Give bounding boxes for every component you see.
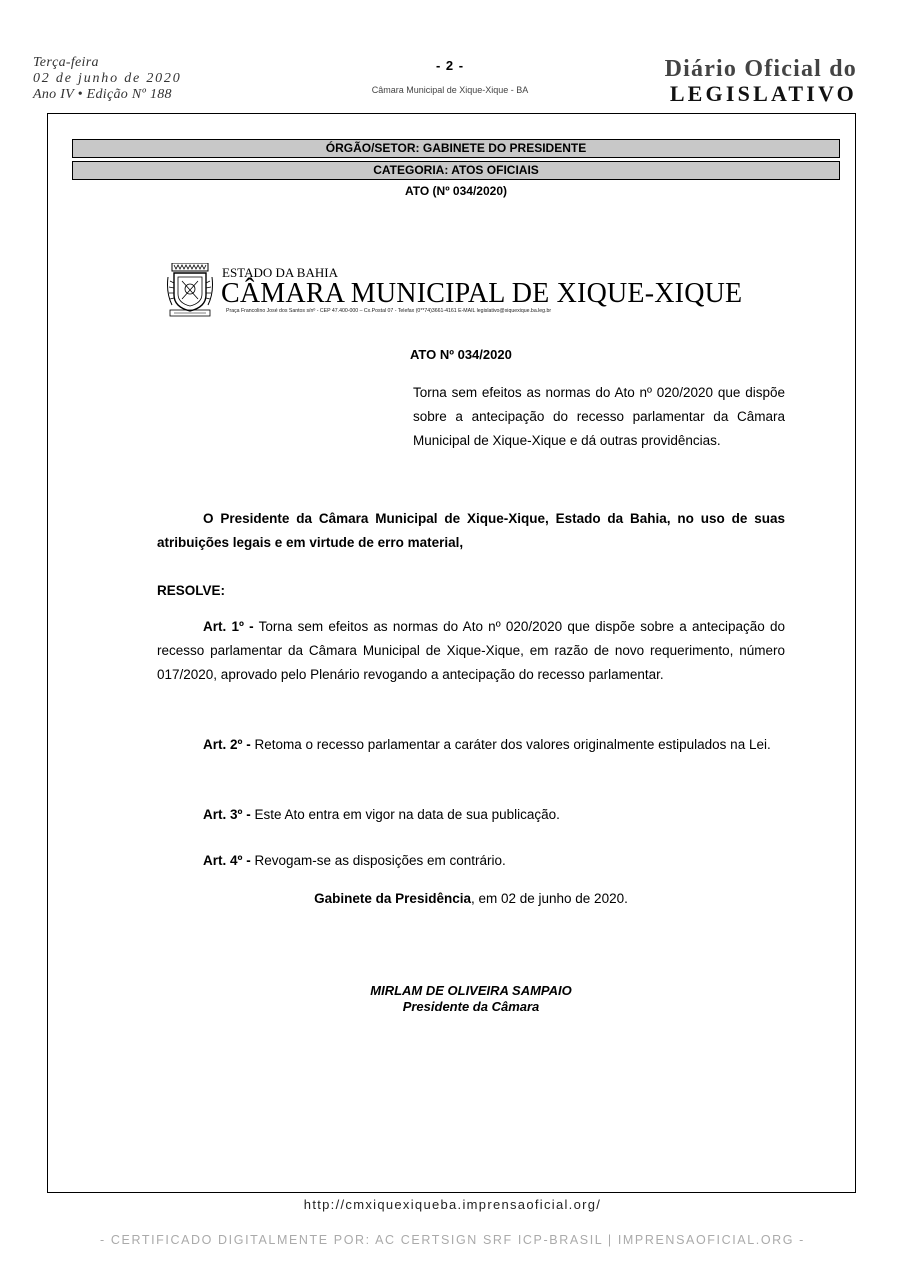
article-1	[157, 615, 785, 687]
article-3	[157, 803, 785, 827]
document-title: ATO Nº 034/2020	[410, 347, 512, 362]
document-summary: Torna sem efeitos as normas do Ato nº 020/2020 que dispõe sobre a antecipação do recesso parlamentar da Câmara Municipal de Xique-Xique e dá outras providências.	[413, 385, 785, 448]
publisher-name: Câmara Municipal de Xique-Xique - BA	[371, 85, 529, 95]
letterhead-name: CÂMARA MUNICIPAL DE XIQUE-XIQUE	[221, 278, 743, 309]
closing-office: Gabinete da Presidência	[314, 891, 471, 906]
letterhead-address: Praça Francolino José dos Santos s/nº - CEP 47.400-000 – Cx.Postal 07 - Telefax (0**74)3661-4161 E-MAIL legislativo@xiquexique.ba.leg.br	[226, 308, 552, 314]
orgao-banner: ÓRGÃO/SETOR: GABINETE DO PRESIDENTE	[72, 139, 840, 158]
page-header-center	[320, 58, 580, 95]
preamble: O Presidente da Câmara Municipal de Xique-Xique, Estado da Bahia, no uso de suas atribuições legais e em virtude de erro material,	[157, 511, 785, 550]
article-label: Art. 3º -	[203, 807, 251, 822]
issue-date: 02 de junho de 2020	[33, 71, 182, 86]
certificate-notice: - CERTIFICADO DIGITALMENTE POR: AC CERTSIGN SRF ICP-BRASIL | IMPRENSAOFICIAL.ORG -	[100, 1233, 805, 1247]
article-text: Torna sem efeitos as normas do Ato nº 020/2020 que dispõe sobre a antecipação do recesso parlamentar da Câmara Municipal de Xique-Xique, em razão de novo requerimento, número 017/2020, aprovado pelo Plenário revogando a antecipação do recesso parlamentar.	[157, 619, 786, 682]
article-text: Revogam-se as disposições em contrário.	[250, 853, 506, 868]
article-label: Art. 4º -	[203, 853, 251, 868]
footer-url[interactable]: http://cmxiquexiqueba.imprensaoficial.org/	[303, 1197, 602, 1212]
letterhead-state: ESTADO DA BAHIA	[222, 265, 338, 280]
signature-block	[157, 983, 785, 1015]
signer-role: Presidente da Câmara	[402, 999, 540, 1014]
article-2	[157, 733, 785, 757]
gazette-title	[665, 56, 857, 106]
article-label: Art. 1º -	[203, 619, 254, 634]
page-number: - 2 -	[435, 58, 465, 73]
gazette-title-line1: Diário Oficial do	[664, 56, 857, 82]
article-text: Retoma o recesso parlamentar a caráter dos valores originalmente estipulados na Lei.	[250, 737, 771, 752]
closing-line	[157, 887, 785, 911]
categoria-banner: CATEGORIA: ATOS OFICIAIS	[72, 161, 840, 180]
gazette-title-line2: LEGISLATIVO	[669, 81, 857, 106]
resolve-heading: RESOLVE:	[157, 583, 226, 598]
article-4	[157, 849, 785, 873]
weekday: Terça-feira	[33, 55, 99, 70]
closing-date: , em 02 de junho de 2020.	[470, 891, 628, 906]
article-label: Art. 2º -	[203, 737, 251, 752]
article-text: Este Ato entra em vigor na data de sua publicação.	[250, 807, 560, 822]
act-heading: ATO (Nº 034/2020)	[405, 184, 507, 198]
signer-name: MIRLAM DE OLIVEIRA SAMPAIO	[370, 983, 572, 998]
coat-of-arms-icon	[166, 263, 214, 317]
edition-number: Ano IV • Edição Nº 188	[33, 87, 172, 102]
edition-info	[33, 55, 182, 103]
